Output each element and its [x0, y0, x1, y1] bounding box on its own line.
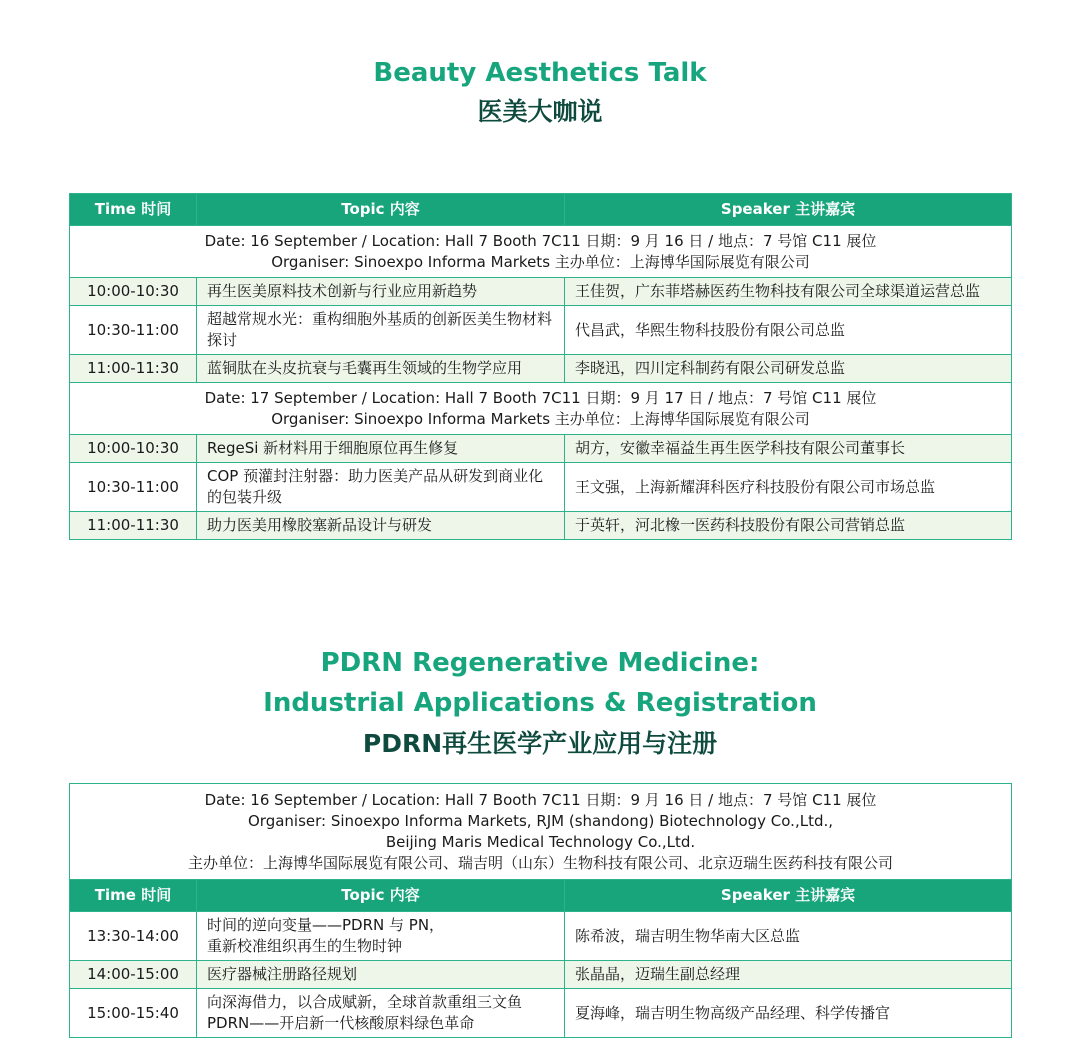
- session-time: 13:30-14:00: [70, 912, 197, 961]
- session-speaker: 李晓迅，四川定科制药有限公司研发总监: [565, 355, 1012, 383]
- session-speaker: 胡方，安徽幸福益生再生医学科技有限公司董事长: [565, 435, 1012, 463]
- session-topic: RegeSi 新材料用于细胞原位再生修复: [197, 435, 565, 463]
- date-location-line: Date: 17 September / Location: Hall 7 Booth 7C11 日期：9 月 17 日 / 地点：7 号馆 C11 展位: [204, 388, 877, 407]
- session-topic: [197, 912, 565, 961]
- pdrn-schedule-table: [69, 783, 1012, 1038]
- session-speaker: 夏海峰，瑞吉明生物高级产品经理、科学传播官: [565, 989, 1012, 1038]
- header-topic: Topic 内容: [197, 194, 565, 226]
- session-topic: 再生医美原料技术创新与行业应用新趋势: [197, 278, 565, 306]
- table-row: [70, 355, 1012, 383]
- table-row: [70, 912, 1012, 961]
- session-topic: 蓝铜肽在头皮抗衰与毛囊再生领域的生物学应用: [197, 355, 565, 383]
- table-row: [70, 463, 1012, 512]
- section2-title-en-line2: Industrial Applications & Registration: [263, 688, 817, 718]
- session-time: 10:00-10:30: [70, 278, 197, 306]
- table-row: [70, 278, 1012, 306]
- topic-line-2: 重新校准组织再生的生物时钟: [207, 937, 403, 955]
- session-speaker: 代昌武，华熙生物科技股份有限公司总监: [565, 306, 1012, 355]
- beauty-talk-schedule-table: [69, 193, 1012, 540]
- header-speaker: Speaker 主讲嘉宾: [565, 880, 1012, 912]
- section2-title-cn: PDRN再生医学产业应用与注册: [362, 729, 718, 758]
- event-info-cell: [70, 784, 1012, 880]
- section1-title-cn: 医美大咖说: [477, 97, 603, 126]
- date-location-line: Date: 16 September / Location: Hall 7 Booth 7C11 日期：9 月 16 日 / 地点：7 号馆 C11 展位: [204, 231, 877, 250]
- topic-line-2: PDRN——开启新一代核酸原料绿色革命: [207, 1014, 475, 1032]
- session-speaker: 陈希波，瑞吉明生物华南大区总监: [565, 912, 1012, 961]
- session-time: 10:00-10:30: [70, 435, 197, 463]
- session-topic: 助力医美用橡胶塞新品设计与研发: [197, 512, 565, 540]
- topic-line-1: 医疗器械注册路径规划: [207, 965, 358, 983]
- session-time: 14:00-15:00: [70, 961, 197, 989]
- header-topic: Topic 内容: [197, 880, 565, 912]
- organiser-line-cont: Beijing Maris Medical Technology Co.,Ltd.: [385, 832, 696, 851]
- topic-line-1: 向深海借力，以合成赋新，全球首款重组三文鱼: [207, 993, 523, 1011]
- topic-line-1: 时间的逆向变量——PDRN 与 PN，: [207, 916, 445, 934]
- session-speaker: 张晶晶，迈瑞生副总经理: [565, 961, 1012, 989]
- header-time: Time 时间: [70, 194, 197, 226]
- session-topic: COP 预灌封注射器：助力医美产品从研发到商业化的包装升级: [197, 463, 565, 512]
- session-speaker: 王佳贺，广东菲塔赫医药生物科技有限公司全球渠道运营总监: [565, 278, 1012, 306]
- table-row: [70, 435, 1012, 463]
- day-info-cell: [70, 383, 1012, 435]
- table-row: [70, 989, 1012, 1038]
- session-topic: 超越常规水光：重构细胞外基质的创新医美生物材料探讨: [197, 306, 565, 355]
- session-speaker: 王文强，上海新耀湃科医疗科技股份有限公司市场总监: [565, 463, 1012, 512]
- session-time: 15:00-15:40: [70, 989, 197, 1038]
- section1-title-en: Beauty Aesthetics Talk: [373, 58, 707, 88]
- date-location-line: Date: 16 September / Location: Hall 7 Booth 7C11 日期：9 月 16 日 / 地点：7 号馆 C11 展位: [204, 790, 877, 809]
- session-time: 11:00-11:30: [70, 512, 197, 540]
- header-time: Time 时间: [70, 880, 197, 912]
- organiser-line: Organiser: Sinoexpo Informa Markets, RJM (shandong) Biotechnology Co.,Ltd.,: [248, 811, 834, 830]
- section2-title-en-line1: PDRN Regenerative Medicine:: [320, 648, 760, 678]
- session-time: 10:30-11:00: [70, 463, 197, 512]
- organiser-line: Organiser: Sinoexpo Informa Markets 主办单位：上海博华国际展览有限公司: [271, 409, 810, 428]
- day-info-cell: [70, 226, 1012, 278]
- session-speaker: 于英轩，河北橡一医药科技股份有限公司营销总监: [565, 512, 1012, 540]
- table-row: [70, 961, 1012, 989]
- header-speaker: Speaker 主讲嘉宾: [565, 194, 1012, 226]
- session-time: 10:30-11:00: [70, 306, 197, 355]
- organiser-line: Organiser: Sinoexpo Informa Markets 主办单位：上海博华国际展览有限公司: [271, 252, 810, 271]
- table-row: [70, 512, 1012, 540]
- table-row: [70, 306, 1012, 355]
- organiser-line-cn: 主办单位：上海博华国际展览有限公司、瑞吉明（山东）生物科技有限公司、北京迈瑞生医药科技有限公司: [188, 853, 894, 872]
- session-topic: [197, 989, 565, 1038]
- session-time: 11:00-11:30: [70, 355, 197, 383]
- session-topic: [197, 961, 565, 989]
